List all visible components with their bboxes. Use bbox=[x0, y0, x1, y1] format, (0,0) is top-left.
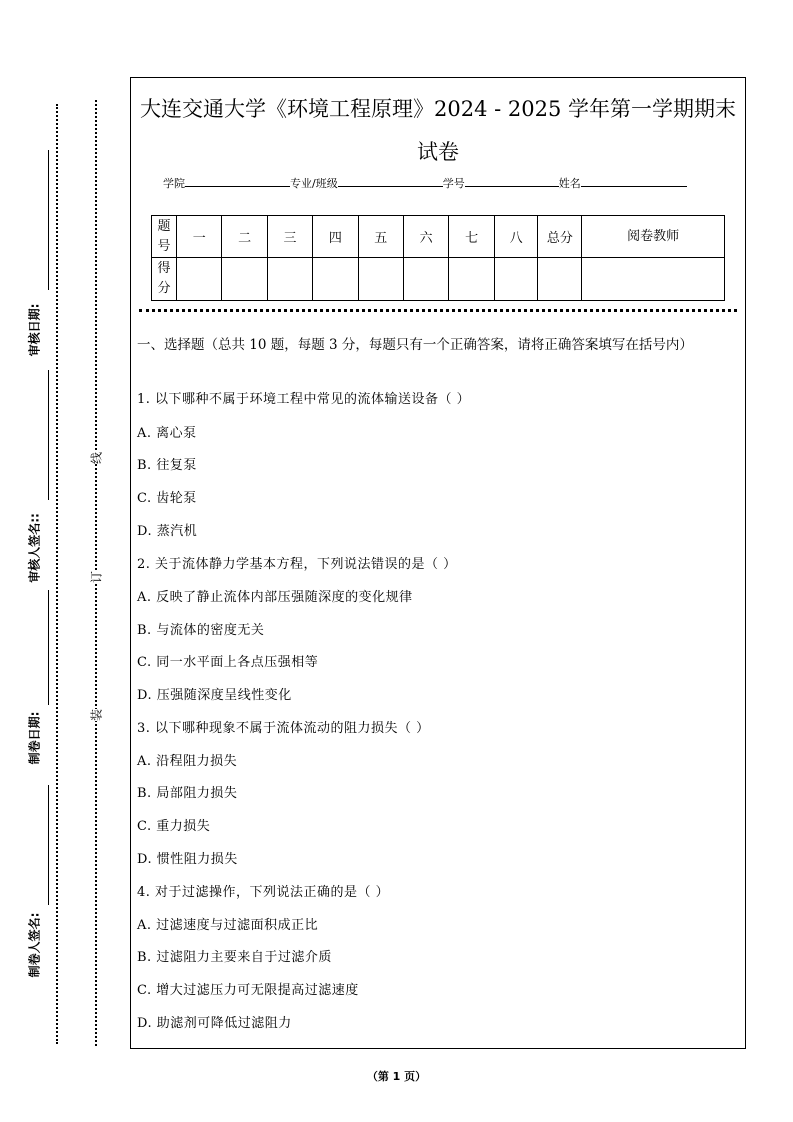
score-cell[interactable] bbox=[267, 258, 312, 301]
question-option: D. 助滤剂可降低过滤阻力 bbox=[137, 1016, 292, 1031]
reviewer-signature-label: 审核人签名:: bbox=[27, 513, 42, 583]
question-option: A. 沿程阻力损失 bbox=[137, 754, 238, 769]
question-option: C. 齿轮泵 bbox=[137, 491, 197, 506]
score-cell[interactable] bbox=[449, 258, 494, 301]
score-col-header: 八 bbox=[494, 216, 538, 258]
score-cell[interactable] bbox=[222, 258, 267, 301]
score-cell[interactable] bbox=[494, 258, 538, 301]
question-stem: 1. 以下哪种不属于环境工程中常见的流体输送设备（ ） bbox=[137, 392, 471, 407]
binding-dotted-line-outer bbox=[56, 104, 58, 1044]
question-option: A. 离心泵 bbox=[137, 426, 197, 441]
total-score-cell[interactable] bbox=[538, 258, 582, 301]
score-cell[interactable] bbox=[358, 258, 403, 301]
grader-header: 阅卷教师 bbox=[582, 216, 725, 258]
college-label: 学院 bbox=[163, 177, 185, 190]
question-option: C. 增大过滤压力可无限提高过滤速度 bbox=[137, 983, 359, 998]
exam-title: 大连交通大学《环境工程原理》2024 - 2025 学年第一学期期末试卷 bbox=[139, 97, 736, 164]
name-label: 姓名 bbox=[558, 177, 581, 190]
score-col-header: 六 bbox=[403, 216, 448, 258]
score-cell[interactable] bbox=[403, 258, 448, 301]
score-col-header: 三 bbox=[267, 216, 312, 258]
reviewer-signature-blank bbox=[48, 370, 49, 500]
section-heading: 一、选择题（总共 10 题，每题 3 分，每题只有一个正确答案，请将正确答案填写在括号内） bbox=[137, 337, 693, 353]
question-option: B. 局部阻力损失 bbox=[137, 786, 238, 801]
score-row-header: 得分 bbox=[152, 258, 177, 301]
score-cell[interactable] bbox=[313, 258, 358, 301]
college-field[interactable] bbox=[185, 175, 290, 187]
review-date-label: 审核日期: bbox=[27, 303, 42, 357]
question-option: B. 过滤阻力主要来自于过滤介质 bbox=[137, 950, 332, 965]
preparer-signature-blank bbox=[48, 785, 49, 905]
prepare-date-label: 制卷日期: bbox=[27, 711, 42, 765]
score-col-header: 七 bbox=[449, 216, 494, 258]
student-id-label: 学号 bbox=[442, 177, 465, 190]
name-field[interactable] bbox=[581, 175, 687, 187]
score-cell[interactable] bbox=[177, 258, 222, 301]
binding-line-char: 线 bbox=[86, 452, 107, 464]
page-number: （第 1 页） bbox=[366, 1070, 427, 1083]
question-stem: 2. 关于流体静力学基本方程，下列说法错误的是（ ） bbox=[137, 557, 457, 572]
score-col-header: 一 bbox=[177, 216, 222, 258]
binding-order-char: 订 bbox=[86, 571, 107, 583]
header-dotted-separator bbox=[139, 309, 737, 312]
question-stem: 3. 以下哪种现象不属于流体流动的阻力损失（ ） bbox=[137, 721, 430, 736]
student-info-row bbox=[163, 175, 687, 191]
question-option: A. 过滤速度与过滤面积成正比 bbox=[137, 918, 319, 933]
score-col-header: 二 bbox=[222, 216, 267, 258]
question-option: D. 惯性阻力损失 bbox=[137, 852, 238, 867]
question-option: B. 与流体的密度无关 bbox=[137, 623, 265, 638]
major-class-field[interactable] bbox=[338, 175, 443, 187]
score-table bbox=[151, 215, 725, 301]
question-option: D. 压强随深度呈线性变化 bbox=[137, 688, 292, 703]
total-score-header: 总分 bbox=[538, 216, 582, 258]
preparer-signature-label: 制卷人签名: bbox=[27, 912, 42, 978]
score-col-header: 五 bbox=[358, 216, 403, 258]
question-stem: 4. 对于过滤操作，下列说法正确的是（ ） bbox=[137, 885, 390, 900]
question-option: A. 反映了静止流体内部压强随深度的变化规律 bbox=[137, 590, 413, 605]
question-option: C. 重力损失 bbox=[137, 819, 211, 834]
question-option: B. 往复泵 bbox=[137, 458, 197, 473]
binding-bind-char: 装 bbox=[86, 709, 107, 721]
score-col-header: 四 bbox=[313, 216, 358, 258]
question-option: C. 同一水平面上各点压强相等 bbox=[137, 655, 319, 670]
grader-cell[interactable] bbox=[582, 258, 725, 301]
question-option: D. 蒸汽机 bbox=[137, 524, 198, 539]
student-id-field[interactable] bbox=[465, 175, 559, 187]
question-number-header: 题号 bbox=[152, 216, 177, 258]
exam-frame bbox=[130, 77, 746, 1049]
review-date-blank bbox=[48, 150, 49, 290]
major-label: 专业/班级 bbox=[290, 177, 338, 190]
prepare-date-blank bbox=[48, 590, 49, 705]
